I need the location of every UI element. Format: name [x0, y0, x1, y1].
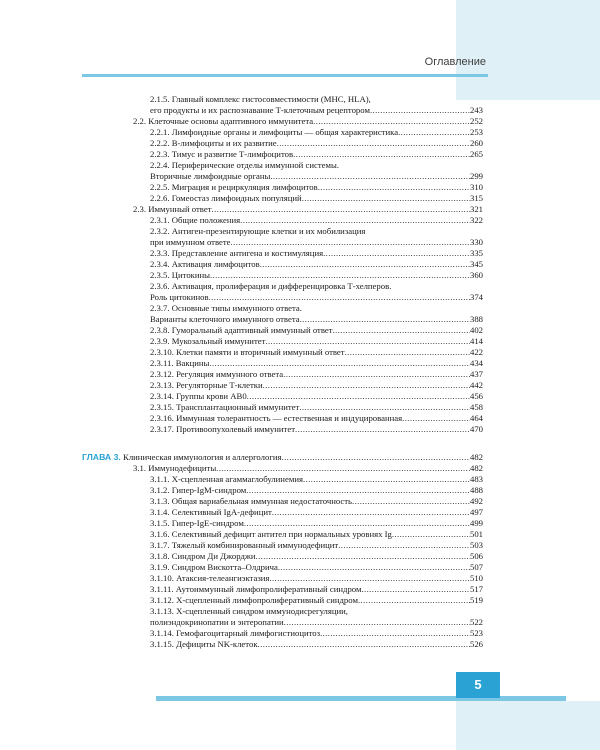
toc-entry-page: 442	[469, 380, 483, 390]
toc-entry	[150, 595, 483, 606]
toc-entry-page: 321	[469, 204, 483, 214]
toc-entry-page: 522	[469, 617, 483, 627]
toc-entry-page: 388	[469, 314, 483, 324]
toc-entry-page: 507	[469, 562, 483, 572]
toc-entry-page: 345	[469, 259, 483, 269]
toc-entry-title: 3.1.8. Синдром Ди Джорджи	[150, 551, 256, 561]
toc-entry	[150, 193, 483, 204]
toc-entry-title: 3.1.11. Аутоиммунный лимфопролиферативный синдром	[150, 584, 362, 594]
toc-entry-title: 2.3.3. Представление антигена и костимуляция	[150, 248, 324, 258]
toc-entry	[150, 94, 483, 105]
toc-entry	[150, 496, 483, 507]
toc-entry-title: 2.3.4. Активация лимфоцитов	[150, 259, 260, 269]
dot-leader	[283, 369, 470, 380]
toc-entry	[150, 105, 483, 116]
toc-entry	[150, 347, 483, 358]
toc-entry	[150, 584, 483, 595]
toc-entry-page: 519	[469, 595, 483, 605]
toc-entry-page: 503	[469, 540, 483, 550]
toc-entry-title: при иммунном ответе	[150, 237, 231, 247]
toc-entry	[150, 413, 483, 424]
toc-entry-title: 2.3.10. Клетки памяти и вторичный иммунный ответ	[150, 347, 345, 357]
toc-entry	[150, 292, 483, 303]
toc-entry-page: 310	[469, 182, 483, 192]
toc-entry-title: 3.1.4. Селективный IgA-дефицит	[150, 507, 272, 517]
toc-entry-title: 2.3.16. Иммунная толерантность — естественная и индуцированная	[150, 413, 403, 423]
toc-entry-title: 3.1.14. Гемофагоцитарный лимфогистиоцитоз	[150, 628, 321, 638]
toc-entry-page: 360	[469, 270, 483, 280]
toc-entry-title: 2.2.4. Периферические отделы иммунной системы.	[150, 160, 340, 170]
toc-entry-title: 2.2.1. Лимфоидные органы и лимфоциты — общая характеристика	[150, 127, 399, 137]
dot-leader	[370, 105, 470, 116]
toc-entry	[150, 518, 483, 529]
toc-entry-title: Вторичные лимфоидные органы	[150, 171, 271, 181]
toc-entry	[133, 116, 483, 127]
toc-entry-page: 488	[469, 485, 483, 495]
dot-leader	[260, 259, 470, 270]
toc-entry-page: 492	[469, 496, 483, 506]
toc-entry-page: 414	[469, 336, 483, 346]
page-number: 5	[456, 672, 500, 698]
dot-leader	[231, 237, 470, 248]
toc-entry	[150, 325, 483, 336]
toc-entry	[150, 617, 483, 628]
toc-entry-page: 501	[469, 529, 483, 539]
toc-entry-page: 482	[469, 463, 483, 473]
dot-leader	[270, 171, 470, 182]
toc-entry	[150, 281, 483, 292]
toc-entry-page: 260	[469, 138, 483, 148]
toc-entry	[82, 452, 483, 463]
toc-entry	[150, 639, 483, 650]
dot-leader	[300, 314, 470, 325]
toc-entry-title: 3.1.10. Атаксия-телеангиэктазия	[150, 573, 270, 583]
toc-entry	[150, 474, 483, 485]
toc-entry-title: 2.1.5. Главный комплекс гистосовместимости (MHC, HLA),	[150, 94, 371, 104]
dot-leader	[282, 452, 470, 463]
toc-entry-page: 374	[469, 292, 483, 302]
dot-leader	[216, 463, 470, 474]
dot-leader	[244, 518, 470, 529]
dot-leader	[209, 292, 470, 303]
toc-entry	[150, 540, 483, 551]
toc-entry-page: 506	[469, 551, 483, 561]
toc-entry-title: его продукты и их распознавание Т-клеточным рецептором	[150, 105, 370, 115]
toc-entry-page: 458	[469, 402, 483, 412]
toc-entry	[150, 270, 483, 281]
dot-leader	[258, 639, 470, 650]
toc-entry-title: 2.3.1. Общие положения	[150, 215, 241, 225]
toc-entry	[150, 182, 483, 193]
toc-entry-page: 422	[469, 347, 483, 357]
header-decor-block	[456, 0, 600, 100]
toc-entry	[150, 149, 483, 160]
toc-entry-title: 3.1.13. Х-сцепленный синдром иммунодисрегуляции,	[150, 606, 348, 616]
toc-entry-page: 299	[469, 171, 483, 181]
dot-leader	[299, 402, 470, 413]
toc-entry-page: 526	[469, 639, 483, 649]
toc-entry-page: 434	[469, 358, 483, 368]
dot-leader	[352, 496, 470, 507]
toc-entry	[150, 402, 483, 413]
toc-entry-title: 2.3. Иммунный ответ	[133, 204, 212, 214]
toc-entry	[150, 424, 483, 435]
toc-entry	[150, 562, 483, 573]
toc-entry-title: 3.1.12. Х-сцепленный лимфопролиферативный синдром	[150, 595, 358, 605]
toc-entry-title: 3.1.15. Дефициты NK-клеток	[150, 639, 258, 649]
toc-entry-page: 517	[469, 584, 483, 594]
toc-entry-page: 499	[469, 518, 483, 528]
toc-entry-title: 3.1.3. Общая вариабельная иммунная недостаточность	[150, 496, 353, 506]
toc-entry	[150, 485, 483, 496]
dot-leader	[318, 182, 470, 193]
toc-entry-page: 265	[469, 149, 483, 159]
chapter-label: ГЛАВА 3.	[82, 452, 121, 462]
toc-entry-page: 330	[469, 237, 483, 247]
toc-entry-page: 464	[469, 413, 483, 423]
page-header-title: Оглавление	[424, 56, 486, 68]
toc-entry	[133, 463, 483, 474]
dot-leader	[247, 391, 470, 402]
dot-leader	[361, 584, 470, 595]
toc-entry	[150, 628, 483, 639]
dot-leader	[303, 474, 470, 485]
dot-leader	[256, 551, 470, 562]
dot-leader	[284, 617, 470, 628]
toc-entry-page: 322	[469, 215, 483, 225]
dot-leader	[358, 595, 470, 606]
toc-entry-page: 252	[469, 116, 483, 126]
toc-entry-title: 2.2.5. Миграция и рециркуляция лимфоцитов	[150, 182, 318, 192]
toc-entry-title: 2.3.7. Основные типы иммунного ответа.	[150, 303, 302, 313]
dot-leader	[338, 540, 470, 551]
dot-leader	[333, 325, 470, 336]
dot-leader	[240, 215, 470, 226]
toc-entry-page: 482	[469, 452, 483, 462]
toc-entry	[150, 314, 483, 325]
toc-entry	[150, 259, 483, 270]
toc-entry-page: 315	[469, 193, 483, 203]
toc-entry	[150, 358, 483, 369]
toc-entry	[150, 171, 483, 182]
toc-entry-title: 2.3.6. Активация, пролиферация и дифференцировка Т-хелперов.	[150, 281, 392, 291]
toc-entry	[150, 507, 483, 518]
toc-entry	[150, 606, 483, 617]
dot-leader	[402, 413, 470, 424]
toc-entry-title: 2.3.15. Трансплантационный иммунитет	[150, 402, 300, 412]
toc-entry-title: 2.3.11. Вакцины	[150, 358, 210, 368]
toc-entry	[150, 248, 483, 259]
toc-entry	[150, 160, 483, 171]
toc-entry	[150, 303, 483, 314]
toc-entry-title: 2.3.9. Мукозальный иммунитет	[150, 336, 266, 346]
toc-entry-title: Клиническая иммунология и аллергология	[120, 452, 282, 462]
toc-entry-title: полиэндокринопатии и энтеропатии	[150, 617, 284, 627]
footer-decor-block	[456, 701, 600, 750]
toc-entry-page: 437	[469, 369, 483, 379]
toc-entry-title: 3.1. Иммунодефициты	[133, 463, 217, 473]
dot-leader	[272, 507, 470, 518]
toc-entry-page: 483	[469, 474, 483, 484]
toc-entry-page: 523	[469, 628, 483, 638]
toc-entry-title: 2.3.13. Регуляторные Т-клетки	[150, 380, 263, 390]
toc-entry-page: 243	[469, 105, 483, 115]
toc-entry-title: 3.1.1. Х-сцепленная агаммаглобулинемия	[150, 474, 303, 484]
dot-leader	[323, 248, 470, 259]
toc-entry-page: 456	[469, 391, 483, 401]
toc-entry-title: 2.3.8. Гуморальный адаптивный иммунный ответ	[150, 325, 333, 335]
toc-entry-title: 2.3.12. Регуляция иммунного ответа	[150, 369, 284, 379]
toc-entry-title: Роль цитокинов	[150, 292, 209, 302]
toc-entry-page: 510	[469, 573, 483, 583]
toc-entry-title: 2.2.2. В-лимфоциты и их развитие	[150, 138, 277, 148]
toc-entry-title: 3.1.6. Селективный дефицит антител при нормальных уровнях Ig	[150, 529, 392, 539]
dot-leader	[278, 562, 470, 573]
toc-entry-title: 2.2. Клеточные основы адаптивного иммунитета	[133, 116, 314, 126]
toc-entry-title: Варианты клеточного иммунного ответа	[150, 314, 300, 324]
toc-entry-title: 2.3.17. Противоопухолевый иммунитет	[150, 424, 296, 434]
dot-leader	[269, 573, 470, 584]
toc-entry	[150, 573, 483, 584]
toc-entry	[150, 215, 483, 226]
toc-entry	[150, 380, 483, 391]
dot-leader	[277, 138, 470, 149]
dot-leader	[212, 204, 470, 215]
dot-leader	[398, 127, 470, 138]
toc-entry	[150, 336, 483, 347]
dot-leader	[209, 358, 470, 369]
toc-entry-page: 253	[469, 127, 483, 137]
toc-entry-title: 2.3.2. Антиген-презентирующие клетки и их мобилизация	[150, 226, 366, 236]
dot-leader	[345, 347, 470, 358]
toc-entry	[150, 226, 483, 237]
toc-entry-title: 2.3.14. Группы крови АВ0	[150, 391, 247, 401]
dot-leader	[320, 628, 470, 639]
toc-entry-page: 335	[469, 248, 483, 258]
dot-leader	[295, 424, 470, 435]
toc-entry-title: 3.1.9. Синдром Вискотта–Олдрича	[150, 562, 278, 572]
dot-leader	[246, 485, 470, 496]
toc-entry	[150, 529, 483, 540]
dot-leader	[265, 336, 470, 347]
dot-leader	[392, 529, 470, 540]
toc-entry-title: 3.1.5. Гипер-IgE-синдром	[150, 518, 244, 528]
dot-leader	[302, 193, 470, 204]
toc-entry-title: 2.3.5. Цитокины	[150, 270, 211, 280]
toc-entry-page: 497	[469, 507, 483, 517]
toc-entry-title: 2.2.3. Тимус и развитие Т-лимфоцитов	[150, 149, 294, 159]
toc-entry	[133, 204, 483, 215]
toc-entry	[150, 237, 483, 248]
dot-leader	[293, 149, 470, 160]
toc-entry-title: 3.1.7. Тяжелый комбинированный иммунодефицит	[150, 540, 339, 550]
toc-entry-title: 2.2.6. Гомеостаз лимфоидных популяций	[150, 193, 302, 203]
header-rule	[82, 74, 488, 77]
toc-entry-page: 470	[469, 424, 483, 434]
toc-entry	[150, 391, 483, 402]
toc-entry-page: 402	[469, 325, 483, 335]
dot-leader	[263, 380, 470, 391]
toc-entry	[150, 369, 483, 380]
toc-entry-title: 3.1.2. Гипер-IgM-синдром	[150, 485, 247, 495]
toc-entry	[150, 127, 483, 138]
toc-entry	[150, 551, 483, 562]
dot-leader	[313, 116, 470, 127]
toc-entry	[150, 138, 483, 149]
dot-leader	[210, 270, 470, 281]
